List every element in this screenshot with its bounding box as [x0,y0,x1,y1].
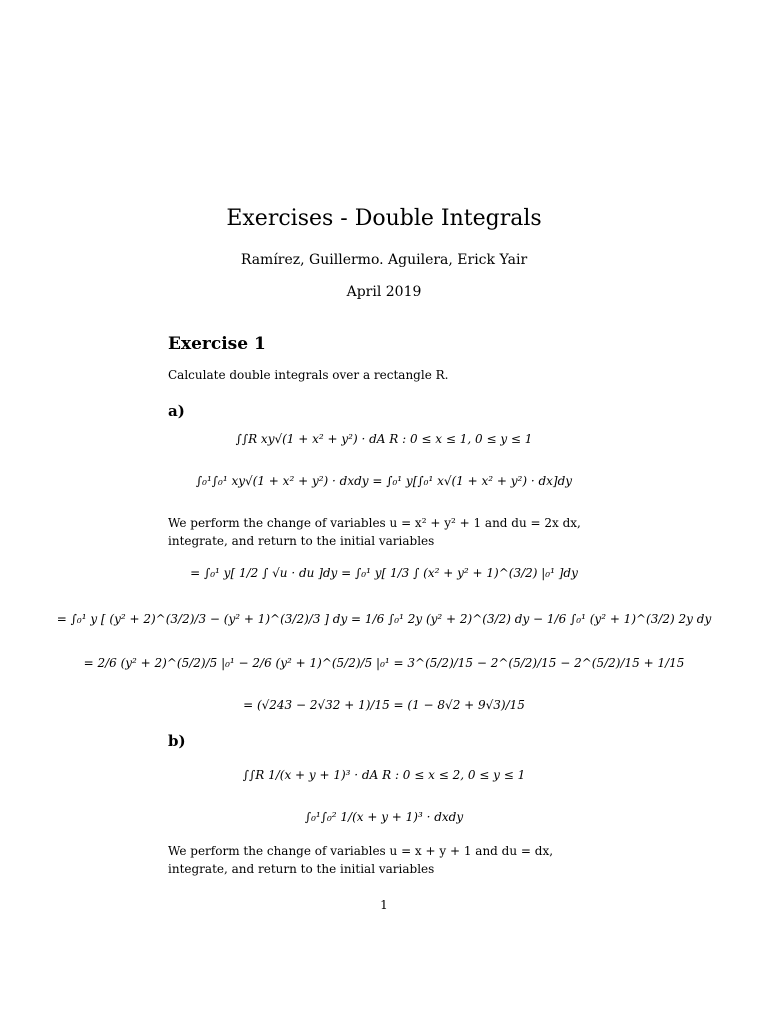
part-a-equation-5: = 2/6 (y² + 2)^(5/2)/5 |₀¹ − 2/6 (y² + 1)^(5/2)/5 |₀¹ = 3^(5/2)/15 − 2^(5/2)/15 − 2^(5/2)/15 + 1/15 [83,656,685,670]
part-a-equation-2: ∫₀¹∫₀¹ xy√(1 + x² + y²) · dxdy = ∫₀¹ y[∫₀¹ x√(1 + x² + y²) · dx]dy [195,474,573,488]
paper-date: April 2019 [346,284,422,300]
part-a-label: a) [168,402,185,420]
exercise-1-heading: Exercise 1 [168,334,266,354]
part-a-equation-1: ∫∫R xy√(1 + x² + y²) · dA R : 0 ≤ x ≤ 1, 0 ≤ y ≤ 1 [235,432,533,446]
part-a-equation-3: = ∫₀¹ y[ 1/2 ∫ √u · du ]dy = ∫₀¹ y[ 1/3 ∫ (x² + y² + 1)^(3/2) |₀¹ ]dy [190,566,578,580]
part-a-explanation: We perform the change of variables u = x² + y² + 1 and du = 2x dx, integrate, and return to the initial variables [168,516,581,548]
part-b-equation-1: ∫∫R 1/(x + y + 1)³ · dA R : 0 ≤ x ≤ 2, 0 ≤ y ≤ 1 [242,768,526,782]
part-b-label: b) [168,732,186,750]
paper-title: Exercises - Double Integrals [226,206,542,231]
part-a-equation-6: = (√243 − 2√32 + 1)/15 = (1 − 8√2 + 9√3)/15 [243,698,525,712]
paper-authors: Ramírez, Guillermo. Aguilera, Erick Yair [240,252,528,268]
exercise-1-intro: Calculate double integrals over a rectangle R. [168,368,449,382]
part-b-equation-2: ∫₀¹∫₀² 1/(x + y + 1)³ · dxdy [304,810,464,824]
part-a-equation-4: = ∫₀¹ y [ (y² + 2)^(3/2)/3 − (y² + 1)^(3/2)/3 ] dy = 1/6 ∫₀¹ 2y (y² + 2)^(3/2) dy − 1/6 ∫₀¹ (y² + 1)^(3/2) 2y dy [56,612,712,626]
page-number: 1 [380,898,388,912]
part-b-explanation: We perform the change of variables u = x + y + 1 and du = dx, integrate, and return to the initial variables [168,844,554,876]
